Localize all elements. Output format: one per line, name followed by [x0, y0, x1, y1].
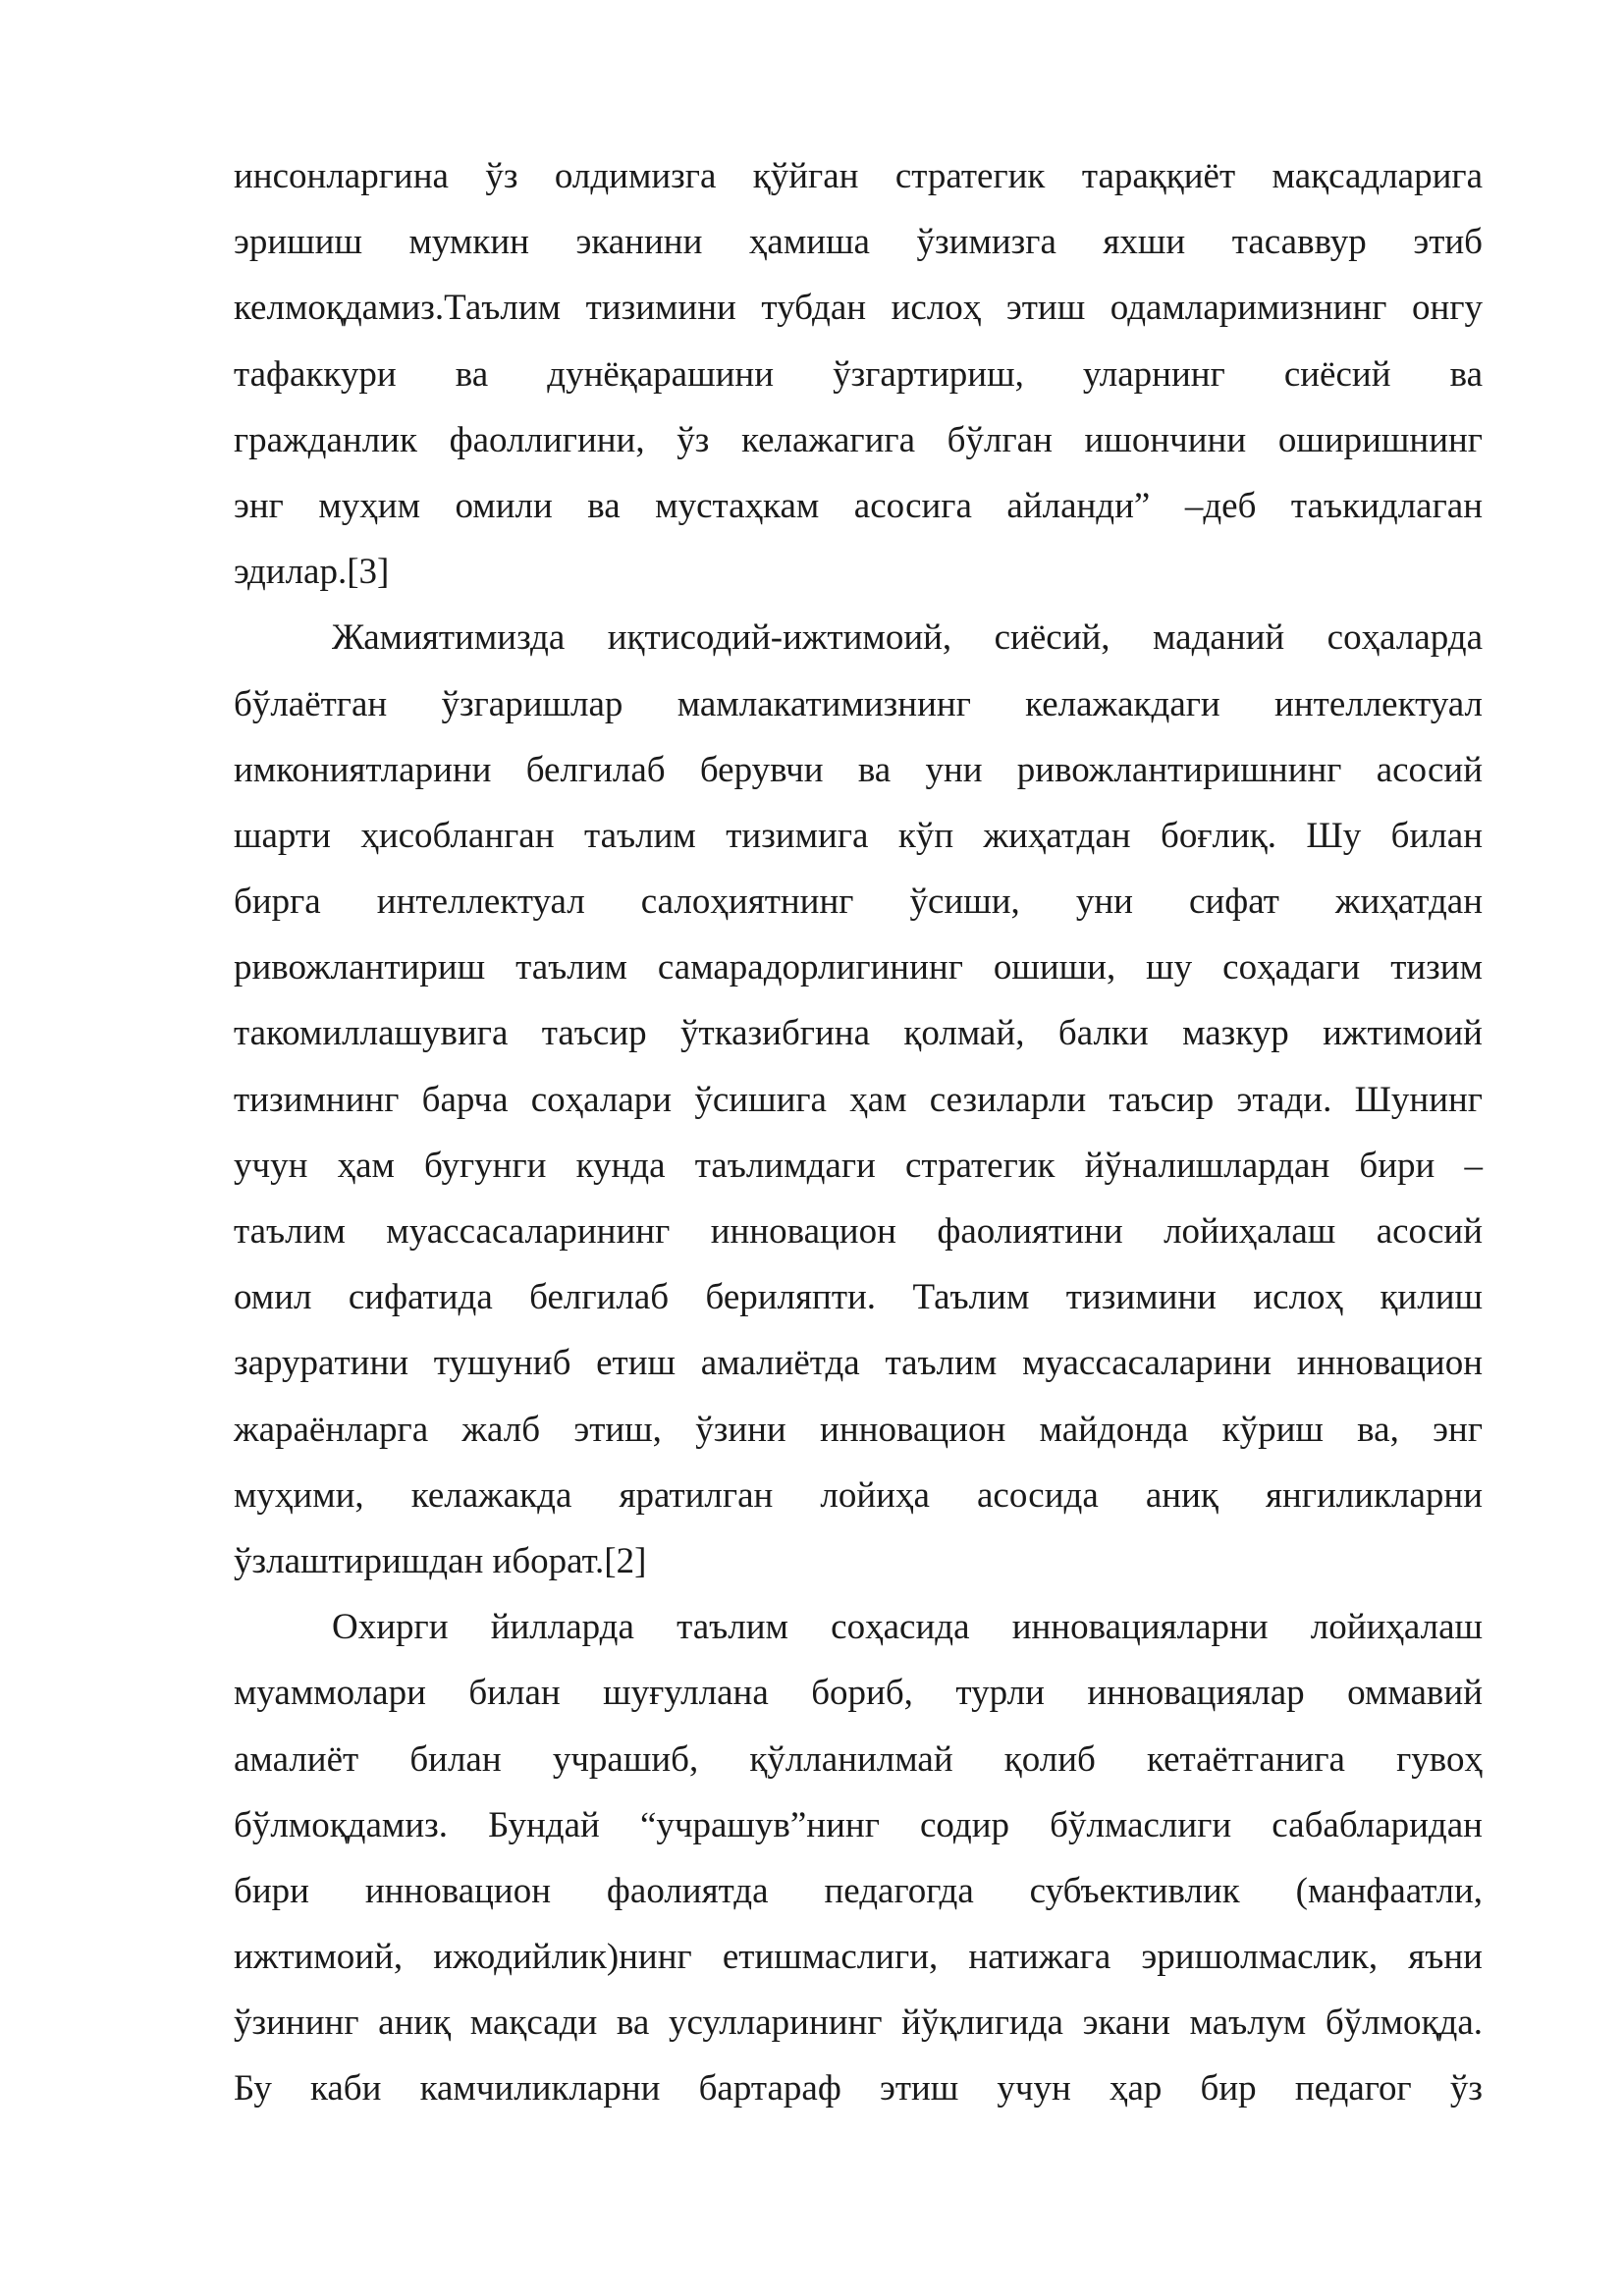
text-line: амалиёт билан учрашиб, қўлланилмай қолиб кетаётганига гувоҳ	[234, 1738, 1483, 1780]
text-line: Охирги йилларда таълим соҳасида инновацияларни лойиҳалаш	[332, 1607, 1483, 1648]
text-line: бўлаётган ўзгаришлар мамлакатимизнинг келажакдаги интеллектуал	[234, 683, 1483, 724]
text-line: бири инновацион фаолиятда педагогда субъективлик (манфаатли,	[234, 1870, 1483, 1911]
text-line: инсонларгина ўз олдимизга қўйган стратегик тараққиёт мақсадларига	[234, 156, 1483, 196]
text-line: гражданлик фаоллигини, ўз келажагига бўлган ишончини оширишнинг	[234, 419, 1483, 460]
text-line: такомиллашувига таъсир ўтказибгина қолмай, балки мазкур ижтимоий	[234, 1013, 1483, 1054]
text-line: тафаккури ва дунёқарашини ўзгартириш, уларнинг сиёсий ва	[234, 353, 1483, 395]
text-line: зарурaтини тушуниб етиш амалиётда таълим муассасаларини инновацион	[234, 1343, 1483, 1384]
paragraph-1	[234, 143, 1483, 605]
text-line: имкониятларини белгилаб берувчи ва уни ривожлантиришнинг асосий	[234, 749, 1483, 790]
text-line: омил сифатида белгилаб бериляпти. Таълим тизимини ислоҳ қилиш	[234, 1277, 1483, 1318]
text-line: тизимнинг барча соҳалари ўсишига ҳам сезиларли таъсир этади. Шунинг	[234, 1079, 1483, 1120]
text-line: муҳими, келажакда яратилган лойиҳа асосида аниқ янгиликларни	[234, 1474, 1483, 1516]
text-line: энг муҳим омили ва мустаҳкам асосига айланди” –деб таъкидлаган	[234, 485, 1483, 526]
text-line: ривожлантириш таълим самарадорлигининг ошиши, шу соҳадаги тизим	[234, 947, 1483, 988]
text-line: ўзининг аниқ мақсади ва усулларининг йўқлигида экани маълум бўлмоқда.	[234, 2002, 1483, 2044]
text-line: эдилар.[3]	[234, 552, 390, 593]
document-page	[234, 143, 1483, 2122]
text-line: Жамиятимизда иқтисодий-ижтимоий, сиёсий, маданий соҳаларда	[332, 617, 1483, 659]
paragraph-3	[234, 1594, 1483, 2122]
text-line: келмоқдамиз.Таълим тизимини тубдан ислоҳ этиш одамларимизнинг онгу	[234, 288, 1483, 329]
text-line: ўзлаштиришдан иборат.[2]	[234, 1540, 647, 1581]
text-line: таълим муассасаларининг инновацион фаолиятини лойиҳалаш асосий	[234, 1211, 1483, 1252]
text-line: ижтимоий, ижодийлик)нинг етишмаслиги, натижага эришолмаслик, яъни	[234, 1937, 1483, 1978]
text-line: шарти ҳисобланган таълим тизимига кўп жиҳатдан боғлиқ. Шу билан	[234, 815, 1483, 856]
paragraph-2	[234, 605, 1483, 1594]
text-line: бўлмоқдамиз. Бундай “учрашув”нинг содир бўлмаслиги сабабларидан	[234, 1804, 1483, 1845]
text-line: жараёнларга жалб этиш, ўзини инновацион майдонда кўриш ва, энг	[234, 1409, 1483, 1450]
text-line: эришиш мумкин эканини ҳамиша ўзимизга яхши тасаввур этиб	[234, 222, 1483, 263]
text-line: муаммолари билан шуғуллана бориб, турли инновациялар оммавий	[234, 1673, 1483, 1714]
text-line: учун ҳам бугунги кунда таълимдаги стратегик йўналишлардан бири –	[234, 1145, 1483, 1186]
text-line: Бу каби камчиликларни бартараф этиш учун ҳар бир педагог ўз	[234, 2068, 1483, 2109]
text-line: бирга интеллектуал салоҳиятнинг ўсиши, уни сифат жиҳатдан	[234, 881, 1483, 923]
